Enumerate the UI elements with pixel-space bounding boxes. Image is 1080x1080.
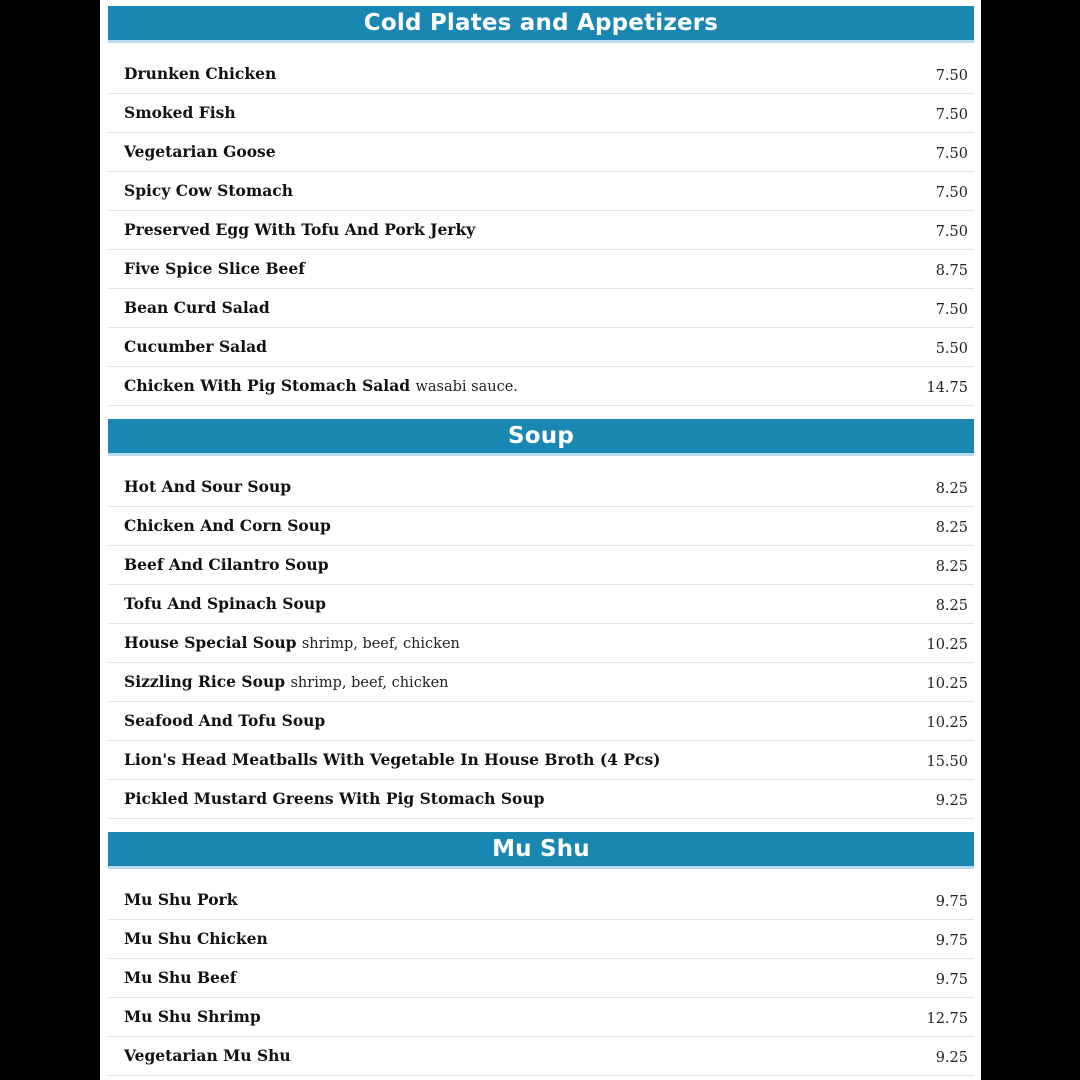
menu-item-name: Mu Shu Chicken: [124, 929, 268, 948]
menu-item-price: 8.25: [935, 481, 968, 497]
menu-item[interactable]: [108, 663, 974, 702]
menu-item[interactable]: [108, 468, 974, 507]
menu-item-price: 9.25: [935, 793, 968, 809]
menu-item-price: 7.50: [935, 302, 968, 318]
menu-item[interactable]: [108, 250, 974, 289]
menu-item-name: Vegetarian Goose: [124, 142, 276, 161]
menu-item[interactable]: [108, 55, 974, 94]
menu-item[interactable]: [108, 507, 974, 546]
menu-item-name: Bean Curd Salad: [124, 298, 270, 317]
menu-item-price: 15.50: [926, 754, 968, 770]
menu-item-price: 9.75: [935, 972, 968, 988]
menu-item-price: 7.50: [935, 68, 968, 84]
menu-item-name: Drunken Chicken: [124, 64, 277, 83]
menu-item-price: 8.25: [935, 520, 968, 536]
menu-item-price: 14.75: [926, 380, 968, 396]
menu-item-name: Vegetarian Mu Shu: [124, 1046, 291, 1065]
menu-item-name: Smoked Fish: [124, 103, 236, 122]
menu-item-name: Hot And Sour Soup: [124, 477, 292, 496]
menu-item-price: 7.50: [935, 107, 968, 123]
menu-item[interactable]: [108, 546, 974, 585]
menu-item-price: 8.25: [935, 598, 968, 614]
section-header-mu-shu: Mu Shu: [108, 832, 974, 869]
menu-item-name: Mu Shu Pork: [124, 890, 238, 909]
menu-item-price: 10.25: [926, 637, 968, 653]
menu-item-name: Pickled Mustard Greens With Pig Stomach Soup: [124, 789, 545, 808]
menu-item-price: 7.50: [935, 224, 968, 240]
menu-item-desc: shrimp, beef, chicken: [301, 636, 460, 652]
menu-item-price: 7.50: [935, 146, 968, 162]
menu-item[interactable]: [108, 585, 974, 624]
menu-item[interactable]: [108, 1037, 974, 1076]
menu-item-price: 9.25: [935, 1050, 968, 1066]
menu-item-name: House Special Soup shrimp, beef, chicken: [124, 633, 460, 652]
menu-item-price: 10.25: [926, 715, 968, 731]
menu-item-name: Seafood And Tofu Soup: [124, 711, 326, 730]
menu-item-price: 5.50: [935, 341, 968, 357]
menu-item-price: 9.75: [935, 894, 968, 910]
menu-item-price: 12.75: [926, 1011, 968, 1027]
menu-item-price: 7.50: [935, 185, 968, 201]
menu-item-name: Sizzling Rice Soup shrimp, beef, chicken: [124, 672, 449, 691]
menu-item-name: Cucumber Salad: [124, 337, 267, 356]
menu-item-desc: shrimp, beef, chicken: [290, 675, 449, 691]
menu-item-name: Lion's Head Meatballs With Vegetable In House Broth (4 Pcs): [124, 750, 661, 769]
menu-item[interactable]: [108, 959, 974, 998]
menu-item-price: 8.75: [935, 263, 968, 279]
menu-item[interactable]: [108, 94, 974, 133]
menu-item-name: Chicken With Pig Stomach Salad wasabi sauce.: [124, 376, 518, 395]
menu-item[interactable]: [108, 133, 974, 172]
menu-item-name: Tofu And Spinach Soup: [124, 594, 326, 613]
menu-item[interactable]: [108, 211, 974, 250]
menu-item-price: 8.25: [935, 559, 968, 575]
menu-item[interactable]: [108, 881, 974, 920]
menu-item-price: 9.75: [935, 933, 968, 949]
menu-item[interactable]: [108, 998, 974, 1037]
section-header-cold-plates: Cold Plates and Appetizers: [108, 6, 974, 43]
menu-item-name: Spicy Cow Stomach: [124, 181, 294, 200]
menu-item-price: 10.25: [926, 676, 968, 692]
menu-item[interactable]: [108, 172, 974, 211]
menu-item-name: Mu Shu Beef: [124, 968, 237, 987]
menu-item-name: Five Spice Slice Beef: [124, 259, 305, 278]
menu-item[interactable]: [108, 367, 974, 406]
menu-item-name: Mu Shu Shrimp: [124, 1007, 261, 1026]
menu-item[interactable]: [108, 920, 974, 959]
menu-item[interactable]: [108, 780, 974, 819]
menu-item-name: Chicken And Corn Soup: [124, 516, 331, 535]
menu-item[interactable]: [108, 741, 974, 780]
menu-item-name: Preserved Egg With Tofu And Pork Jerky: [124, 220, 476, 239]
menu-item[interactable]: [108, 702, 974, 741]
menu-item[interactable]: [108, 624, 974, 663]
menu-item[interactable]: [108, 289, 974, 328]
menu-item-desc: wasabi sauce.: [415, 379, 518, 395]
section-header-soup: Soup: [108, 419, 974, 456]
menu-item-name: Beef And Cilantro Soup: [124, 555, 329, 574]
menu-item[interactable]: [108, 328, 974, 367]
menu-page: [100, 0, 981, 1080]
